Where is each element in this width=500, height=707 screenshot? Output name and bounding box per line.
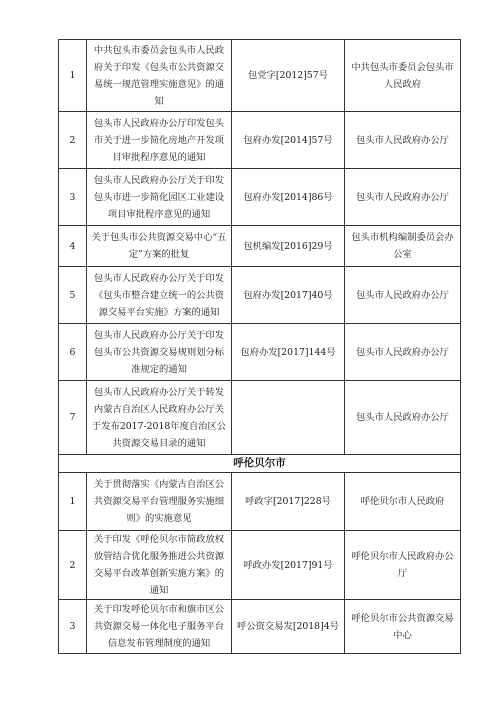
document-title: 包头市人民政府办公厅印发包头市关于进一步简化房地产开发项目审批程序意见的通知 [87, 112, 232, 169]
table-row [59, 473, 461, 531]
issuing-authority: 呼伦贝尔市人民政府办公厅 [345, 531, 461, 600]
document-title: 关于印发《呼伦贝尔市简政放权放管结合优化服务推进公共资源交易平台改革创新实施方案》的通知 [87, 531, 232, 600]
row-number: 3 [59, 169, 87, 226]
row-number: 4 [59, 226, 87, 267]
row-number: 6 [59, 324, 87, 381]
document-number: 包机编发[2016]29号 [232, 226, 345, 267]
row-number: 2 [59, 112, 87, 169]
document-title: 包头市人民政府办公厅关于印发包头市进一步简化园区工业建设项目审批程序意见的通知 [87, 169, 232, 226]
table-row [59, 226, 461, 267]
table-row [59, 600, 461, 654]
table-row [59, 381, 461, 455]
issuing-authority: 包头市人民政府办公厅 [345, 169, 461, 226]
document-number: 包府办发[2017]144号 [232, 324, 345, 381]
document-number: 呼政字[2017]228号 [232, 473, 345, 531]
document-title: 关于包头市公共资源交易中心“五定”方案的批复 [87, 226, 232, 267]
row-number: 1 [59, 40, 87, 112]
issuing-authority: 包头市人民政府办公厅 [345, 381, 461, 455]
document-title: 关于贯彻落实《内蒙古自治区公共资源交易平台管理服务实施细则》的实施意见 [87, 473, 232, 531]
document-title: 关于印发呼伦贝尔市和旗市区公共资源交易一体化电子服务平台信息发布管理制度的通知 [87, 600, 232, 654]
issuing-authority: 呼伦贝尔市人民政府 [345, 473, 461, 531]
table-row [59, 112, 461, 169]
region-header-row [59, 455, 461, 473]
document-number: 呼政办发[2017]91号 [232, 531, 345, 600]
table-row [59, 169, 461, 226]
row-number: 1 [59, 473, 87, 531]
row-number: 5 [59, 267, 87, 324]
table-body [59, 40, 461, 654]
document-number: 包府办发[2014]86号 [232, 169, 345, 226]
document-number [232, 381, 345, 455]
issuing-authority: 中共包头市委员会包头市人民政府 [345, 40, 461, 112]
issuing-authority: 呼伦贝尔市公共资源交易中心 [345, 600, 461, 654]
document-number: 包府办发[2017]40号 [232, 267, 345, 324]
row-number: 3 [59, 600, 87, 654]
table-row [59, 531, 461, 600]
table-row [59, 324, 461, 381]
row-number: 2 [59, 531, 87, 600]
policy-document-table [58, 39, 461, 654]
table-row [59, 267, 461, 324]
document-number: 呼公资交易发[2018]4号 [232, 600, 345, 654]
row-number: 7 [59, 381, 87, 455]
document-title: 包头市人民政府办公厅关于转发内蒙古自治区人民政府办公厅关于发布2017-2018年度自治区公共资源交易目录的通知 [87, 381, 232, 455]
issuing-authority: 包头市人民政府办公厅 [345, 112, 461, 169]
document-number: 包府办发[2014]57号 [232, 112, 345, 169]
issuing-authority: 包头市机构编制委员会办公室 [345, 226, 461, 267]
table-row [59, 40, 461, 112]
issuing-authority: 包头市人民政府办公厅 [345, 324, 461, 381]
document-title: 中共包头市委员会包头市人民政府关于印发《包头市公共资源交易统一规范管理实施意见》的通知 [87, 40, 232, 112]
document-title: 包头市人民政府办公厅关于印发包头市公共资源交易规则划分标准规定的通知 [87, 324, 232, 381]
document-number: 包党字[2012]57号 [232, 40, 345, 112]
region-title: 呼伦贝尔市 [59, 455, 461, 473]
document-title: 包头市人民政府办公厅关于印发《包头市整合建立统一的公共资源交易平台实施》方案的通知 [87, 267, 232, 324]
issuing-authority: 包头市人民政府办公厅 [345, 267, 461, 324]
